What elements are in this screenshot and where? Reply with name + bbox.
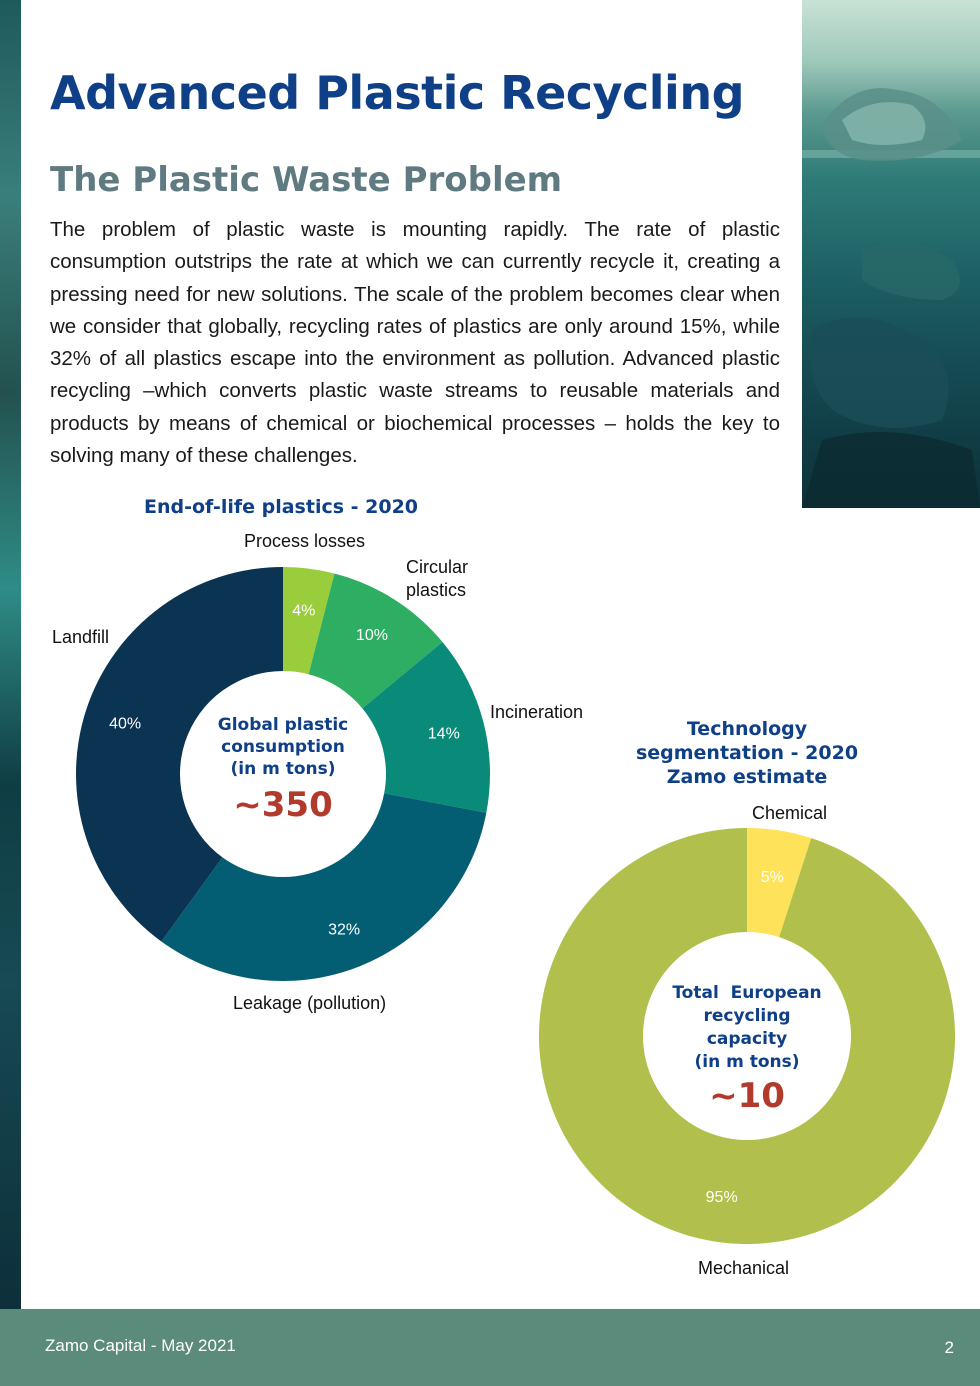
- footer-text: Zamo Capital - May 2021: [45, 1336, 236, 1355]
- chart1-center-line3: (in m tons): [230, 759, 336, 779]
- chart2-center-line2: recycling: [703, 1006, 791, 1026]
- label-circular-plastics-line1: Circular: [406, 557, 469, 577]
- label-circular-plastics-line2: plastics: [406, 580, 467, 600]
- chart1-pct-label: 4%: [292, 602, 316, 620]
- intro-paragraph: The problem of plastic waste is mounting rapidly. The rate of plastic consumption outstrips the rate at which we can currently recycle it, creating a pressing need for new solutions. The scale of the problem becomes clear when we consider that globally, recycling rates of plastics are only around 15%, while 32% of all plastics escape into the environment as pollution. Advanced plastic recycling –which converts plastic waste streams to reusable materials and products by means of chemical or biochemical processes – holds the key to solving many of these challenges.: [50, 218, 780, 468]
- page-title: Advanced Plastic Recycling: [50, 66, 745, 120]
- label-landfill: Landfill: [52, 627, 110, 647]
- chart1-pct-label: 14%: [427, 725, 460, 743]
- chart2-center-value: ~10: [709, 1076, 785, 1116]
- chart1-center-line1: Global plastic: [217, 715, 349, 735]
- label-chemical: Chemical: [752, 803, 828, 823]
- label-incineration: Incineration: [490, 702, 584, 722]
- label-leakage: Leakage (pollution): [233, 993, 387, 1013]
- chart2-title-line1: Technology: [686, 718, 808, 740]
- section-heading: The Plastic Waste Problem: [50, 160, 563, 200]
- label-mechanical: Mechanical: [698, 1258, 790, 1278]
- chart1-title: End-of-life plastics - 2020: [143, 496, 419, 518]
- chart1-center-line2: consumption: [221, 737, 345, 757]
- chart2-title-line3: Zamo estimate: [666, 766, 828, 788]
- chart2-title-line2: segmentation - 2020: [635, 742, 859, 764]
- chart1-pct-label: 10%: [355, 626, 388, 644]
- chart1-pct-label: 32%: [328, 921, 361, 939]
- chart1-pct-label: 40%: [109, 715, 142, 733]
- page-number: 2: [944, 1338, 954, 1357]
- chart2-center-line3: capacity: [706, 1029, 788, 1049]
- chart2-center-line4: (in m tons): [694, 1052, 800, 1072]
- chart2-pct-label: 5%: [760, 868, 784, 886]
- chart2-pct-label: 95%: [705, 1189, 738, 1207]
- label-process-losses: Process losses: [244, 531, 366, 551]
- chart1-center-value: ~350: [233, 785, 333, 825]
- chart2-center-line1: Total European: [672, 983, 822, 1003]
